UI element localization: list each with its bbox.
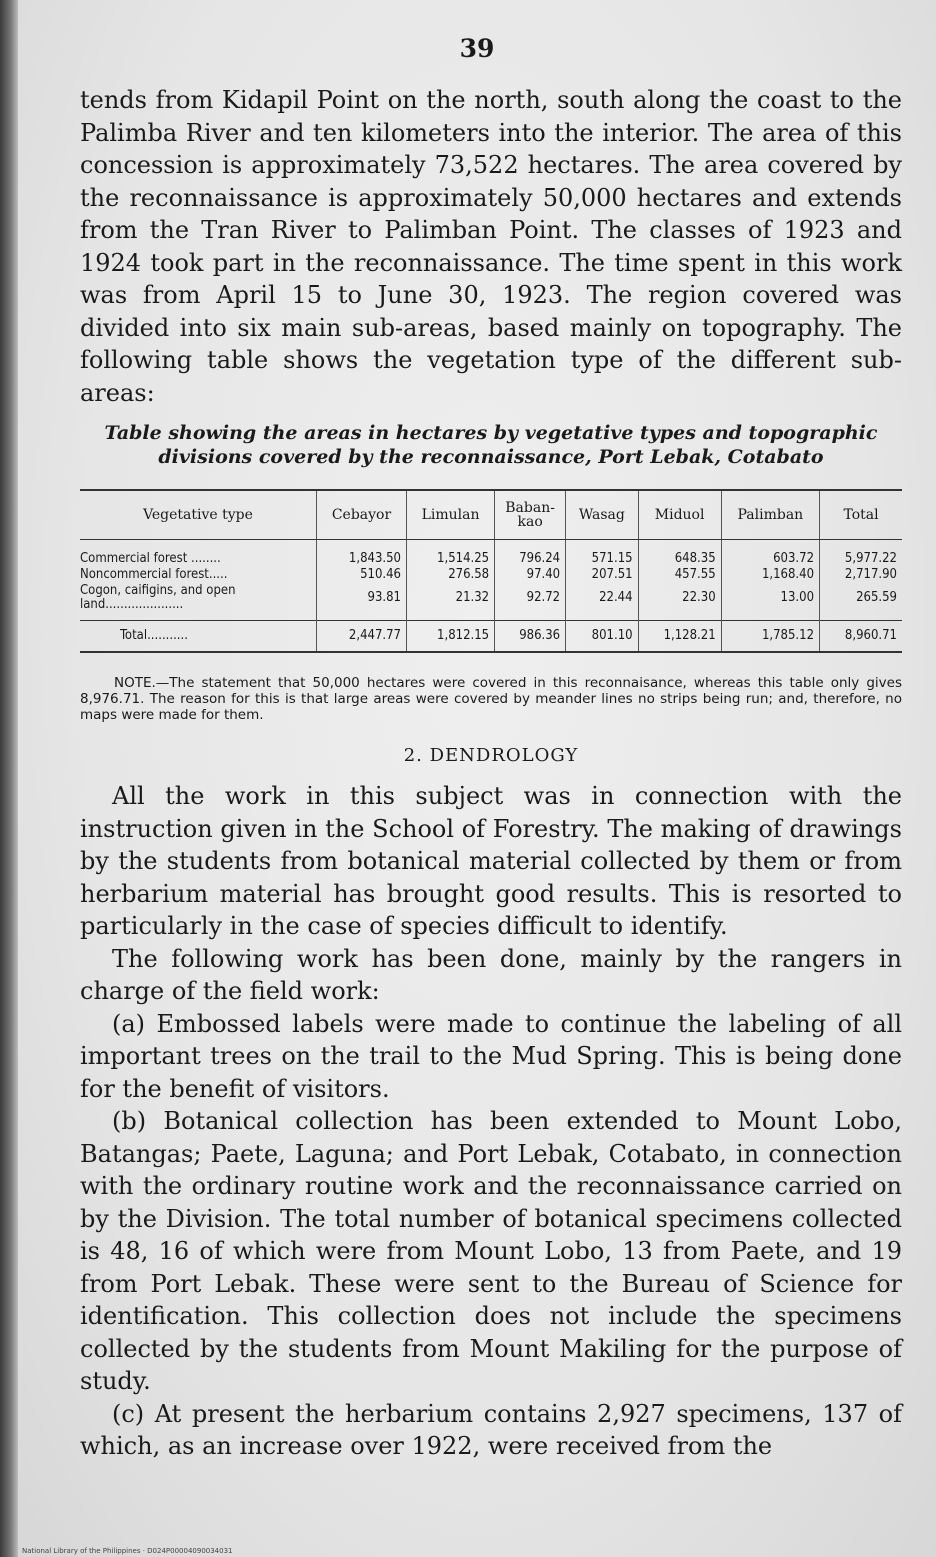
- row-label: Commercial forest ........: [80, 540, 317, 568]
- column-header-babankao: Baban-kao: [495, 490, 566, 540]
- table-total-row: [80, 621, 902, 653]
- table-note: NOTE.—The statement that 50,000 hectares were covered in this reconnaisance, whereas this table only gives 8,976.71. The reason for this is that large areas were covered by meander lines no strips being run; and, therefore, no maps were made for them.: [80, 675, 902, 723]
- table-cell: 1,128.21: [638, 621, 721, 653]
- table-cell: 796.24: [495, 540, 566, 568]
- table-cell: 1,843.50: [317, 540, 407, 568]
- table-cell: 1,812.15: [407, 621, 495, 653]
- table-cell: 13.00: [721, 583, 819, 621]
- page-content: [80, 84, 902, 1463]
- table-cell: 1,785.12: [721, 621, 819, 653]
- row-label: Total...........: [80, 621, 317, 653]
- paragraph-concession: tends from Kidapil Point on the north, south along the coast to the Palimba River and ten kilometers into the interior. The area of this concession is approximately 73,522 hectares. The area covered by the reconnaissance is approximately 50,000 hectares and extends from the Tran River to Palimban Point. The classes of 1923 and 1924 took part in the reconnaissance. The time spent in this work was from April 15 to June 30, 1923. The region covered was divided into six main sub-areas, based mainly on topography. The following table shows the vegetation type of the different sub-areas:: [80, 86, 902, 407]
- table-cell: 22.30: [638, 583, 721, 621]
- row-label: Cogon, caifigins, and open land.....................: [80, 583, 317, 621]
- section-heading: 2. DENDROLOGY: [403, 745, 579, 766]
- table-cell: 265.59: [856, 590, 897, 605]
- table-cell: 22.44: [566, 583, 638, 621]
- scan-footer-credit: National Library of the Philippines · D024P00004090034031: [22, 1547, 233, 1555]
- table-row: [80, 583, 902, 621]
- table-cell: 648.35: [638, 540, 721, 568]
- column-header-wasag: Wasag: [566, 490, 638, 540]
- table-cell: 1,514.25: [407, 540, 495, 568]
- table-cell: 97.40: [495, 567, 566, 583]
- table-cell: 21.32: [407, 583, 495, 621]
- column-header-palimban: Palimban: [721, 490, 819, 540]
- paragraph-item-c: (c) At present the herbarium contains 2,927 specimens, 137 of which, as an increase over 1922, were received from the: [80, 1399, 902, 1460]
- table-cell: 801.10: [566, 621, 638, 653]
- column-header-miduol: Miduol: [638, 490, 721, 540]
- table-row: [80, 540, 902, 568]
- table-cell: 93.81: [317, 583, 407, 621]
- table-cell: 510.46: [317, 567, 407, 583]
- column-header-limulan: Limulan: [407, 490, 495, 540]
- table-cell: 2,447.77: [317, 621, 407, 653]
- column-header-cebayor: Cebayor: [317, 490, 407, 540]
- table-cell: 603.72: [721, 540, 819, 568]
- table-cell: 457.55: [638, 567, 721, 583]
- column-header-total: Total: [820, 490, 902, 540]
- scanned-page: [18, 0, 936, 1557]
- table-cell: 5,977.22: [844, 551, 897, 566]
- vegetation-area-table: [80, 489, 902, 653]
- table-cell: 2,717.90: [844, 567, 897, 582]
- table-cell: 571.15: [566, 540, 638, 568]
- table-row: [80, 567, 902, 583]
- table-cell: 8,960.71: [820, 621, 902, 653]
- table-caption: Table showing the areas in hectares by vegetative types and topographic divisions covered by the reconnaissance, Port Lebak, Cotabato: [104, 422, 878, 468]
- paragraph-item-a: (a) Embossed labels were made to continue the labeling of all important trees on the trail to the Mud Spring. This is being done for the benefit of visitors.: [80, 1009, 902, 1103]
- paragraph-work-done: The following work has been done, mainly by the rangers in charge of the field work:: [80, 944, 902, 1005]
- table-cell: 986.36: [495, 621, 566, 653]
- page-number: 39: [459, 34, 495, 63]
- table-cell: 276.58: [407, 567, 495, 583]
- table-header-row: [80, 490, 902, 540]
- book-binding-shadow: [0, 0, 18, 1557]
- table-cell: 1,168.40: [721, 567, 819, 583]
- table-cell: 207.51: [566, 567, 638, 583]
- paragraph-item-b: (b) Botanical collection has been extended to Mount Lobo, Batangas; Paete, Laguna; and Port Lebak, Cotabato, in connection with the ordinary routine work and the reconnaissance carried on by the Division. The total number of botanical specimens collected is 48, 16 of which were from Mount Lobo, 13 from Paete, and 19 from Port Lebak. These were sent to the Bureau of Science for identification. This collection does not include the specimens collected by the students from Mount Makiling for the purpose of study.: [80, 1107, 902, 1395]
- table-cell: 92.72: [495, 583, 566, 621]
- paragraph-dendrology: All the work in this subject was in connection with the instruction given in the School of Forestry. The making of drawings by the students from botanical material collected by them or from herbarium material has brought good results. This is resorted to particularly in the case of species difficult to identify.: [80, 782, 902, 940]
- row-label: Noncommercial forest.....: [80, 567, 317, 583]
- column-header-vegetative-type: Vegetative type: [80, 490, 317, 540]
